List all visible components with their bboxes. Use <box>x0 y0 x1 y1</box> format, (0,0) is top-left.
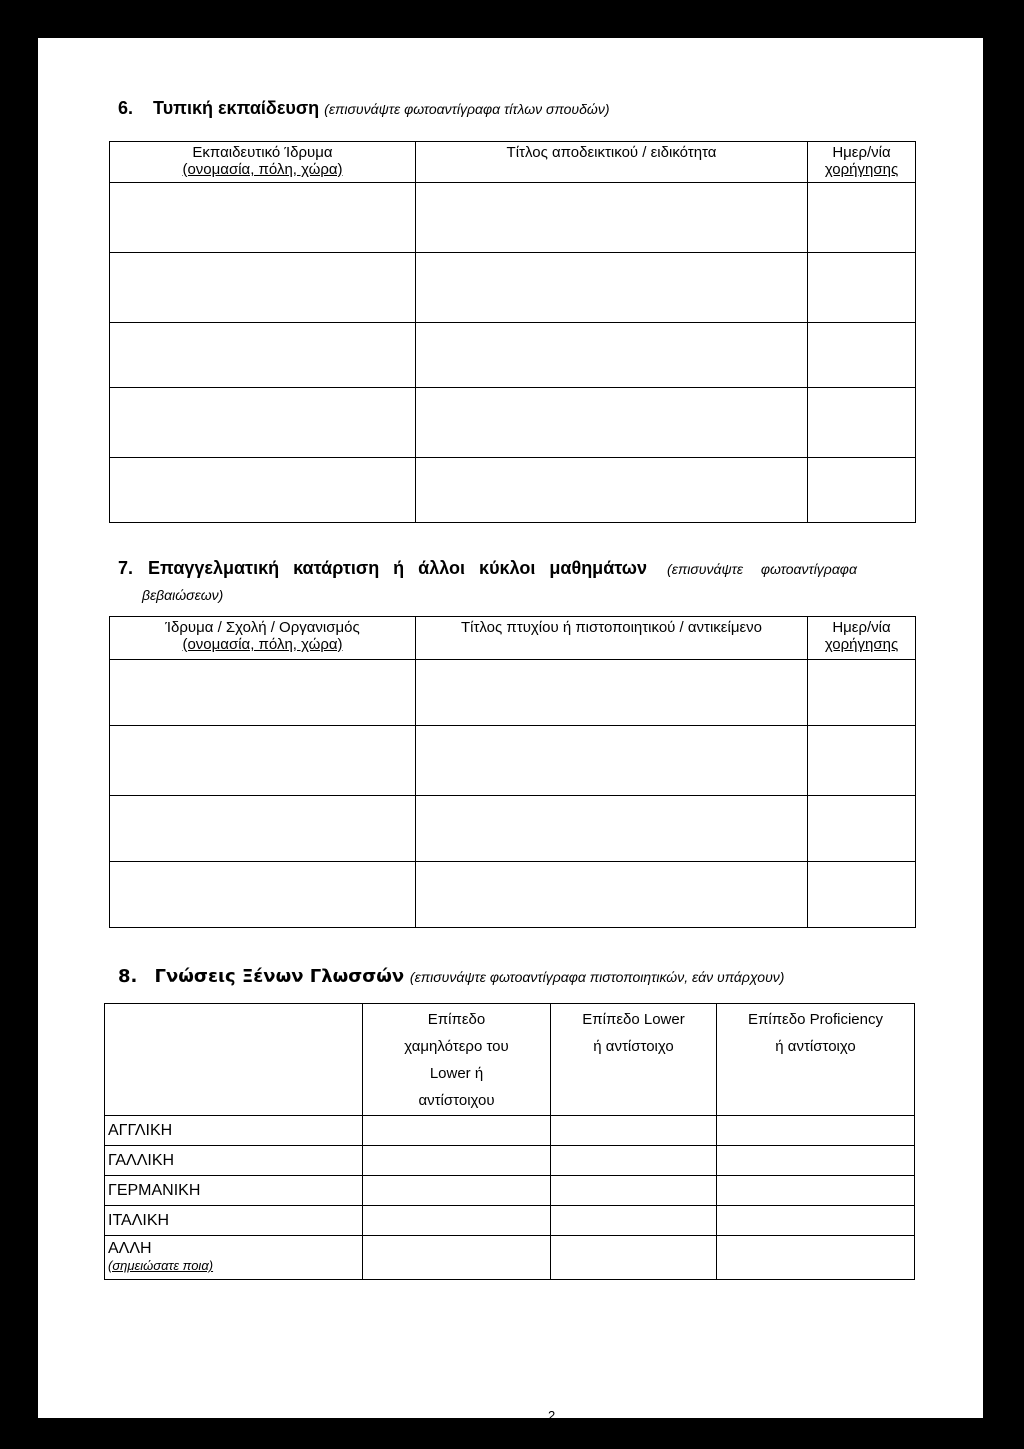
below-lower-cell[interactable] <box>363 1206 551 1236</box>
language-row-other <box>105 1236 915 1280</box>
institution-cell[interactable] <box>110 796 416 862</box>
form-page <box>38 38 983 1423</box>
title-cell[interactable] <box>416 183 808 253</box>
language-name: ΓΑΛΛΙΚΗ <box>105 1146 363 1176</box>
below-lower-cell[interactable] <box>363 1176 551 1206</box>
language-name: ΓΕΡΜΑΝΙΚΗ <box>105 1176 363 1206</box>
other-language-note: (σημειώσατε ποια) <box>108 1258 214 1273</box>
header-line: (ονομασία, πόλη, χώρα) <box>182 636 343 653</box>
header-line: χορήγησης <box>824 636 899 653</box>
language-name-header <box>105 1004 363 1116</box>
lower-cell[interactable] <box>551 1146 717 1176</box>
language-name: ΙΤΑΛΙΚΗ <box>105 1206 363 1236</box>
title-cell[interactable] <box>416 458 808 523</box>
section-6-heading <box>118 98 609 119</box>
lower-cell[interactable] <box>551 1176 717 1206</box>
table-row <box>110 253 916 323</box>
proficiency-cell[interactable] <box>717 1236 915 1280</box>
header-line: Lower ή <box>429 1065 484 1082</box>
table-row <box>110 726 916 796</box>
institution-cell[interactable] <box>110 323 416 388</box>
education-table <box>109 141 916 523</box>
page-number: 2 <box>548 1408 556 1423</box>
section-7-number: 7. <box>118 558 134 578</box>
institution-cell[interactable] <box>110 253 416 323</box>
section-7-note-cont <box>142 584 223 605</box>
title-cell[interactable] <box>416 726 808 796</box>
institution-cell[interactable] <box>110 726 416 796</box>
table-row <box>110 458 916 523</box>
languages-table <box>104 1003 915 1280</box>
lower-cell[interactable] <box>551 1116 717 1146</box>
education-date-header <box>808 142 916 183</box>
header-line: Ημερ/νία <box>832 144 891 161</box>
language-row-english <box>105 1116 915 1146</box>
title-cell[interactable] <box>416 388 808 458</box>
training-table <box>109 616 916 928</box>
below-lower-cell[interactable] <box>363 1116 551 1146</box>
date-cell[interactable] <box>808 726 916 796</box>
title-cell[interactable] <box>416 862 808 928</box>
institution-cell[interactable] <box>110 183 416 253</box>
education-title-header: Τίτλος αποδεικτικού / ειδικότητα <box>416 142 808 183</box>
language-name: ΑΓΓΛΙΚΗ <box>105 1116 363 1146</box>
language-name-other <box>105 1236 363 1280</box>
section-7-title: Επαγγελματική κατάρτιση ή άλλοι κύκλοι μαθημάτων <box>148 558 648 578</box>
proficiency-cell[interactable] <box>717 1176 915 1206</box>
header-line: αντίστοιχου <box>418 1092 495 1109</box>
title-cell[interactable] <box>416 660 808 726</box>
proficiency-cell[interactable] <box>717 1146 915 1176</box>
lower-cell[interactable] <box>551 1236 717 1280</box>
table-row <box>110 388 916 458</box>
language-row-german <box>105 1176 915 1206</box>
education-institution-header <box>110 142 416 183</box>
header-line: χαμηλότερο του <box>404 1038 509 1055</box>
date-cell[interactable] <box>808 862 916 928</box>
section-6-number: 6. <box>118 98 134 118</box>
section-7-heading <box>118 558 857 579</box>
date-cell[interactable] <box>808 323 916 388</box>
level-lower-header <box>551 1004 717 1116</box>
section-6-note: (επισυνάψτε φωτοαντίγραφα τίτλων σπουδών) <box>324 101 610 117</box>
training-institution-header <box>110 617 416 660</box>
header-line: ή αντίστοιχο <box>775 1038 856 1055</box>
date-cell[interactable] <box>808 796 916 862</box>
language-row-italian <box>105 1206 915 1236</box>
training-title-header: Τίτλος πτυχίου ή πιστοποιητικού / αντικείμενο <box>416 617 808 660</box>
title-cell[interactable] <box>416 796 808 862</box>
section-8-title: Γνώσεις Ξένων Γλωσσών <box>154 966 405 987</box>
lower-cell[interactable] <box>551 1206 717 1236</box>
table-row <box>110 323 916 388</box>
section-7-note-line2: βεβαιώσεων) <box>142 587 224 603</box>
table-row <box>110 796 916 862</box>
institution-cell[interactable] <box>110 388 416 458</box>
language-name: ΑΛΛΗ <box>108 1240 152 1257</box>
section-8-number: 8. <box>118 966 138 987</box>
header-line: Επίπεδο Lower <box>582 1011 685 1028</box>
header-line: Ίδρυμα / Σχολή / Οργανισμός <box>165 619 360 636</box>
title-cell[interactable] <box>416 253 808 323</box>
section-6-title: Τυπική εκπαίδευση <box>153 98 320 118</box>
date-cell[interactable] <box>808 183 916 253</box>
institution-cell[interactable] <box>110 458 416 523</box>
table-row <box>110 862 916 928</box>
date-cell[interactable] <box>808 458 916 523</box>
below-lower-cell[interactable] <box>363 1236 551 1280</box>
header-line: ή αντίστοιχο <box>593 1038 674 1055</box>
institution-cell[interactable] <box>110 862 416 928</box>
below-lower-cell[interactable] <box>363 1146 551 1176</box>
level-below-lower-header <box>363 1004 551 1116</box>
section-7-note: (επισυνάψτε φωτοαντίγραφα <box>667 561 857 577</box>
date-cell[interactable] <box>808 660 916 726</box>
proficiency-cell[interactable] <box>717 1206 915 1236</box>
header-line: Επίπεδο Proficiency <box>748 1011 883 1028</box>
language-row-french <box>105 1146 915 1176</box>
proficiency-cell[interactable] <box>717 1116 915 1146</box>
training-date-header <box>808 617 916 660</box>
header-line: χορήγησης <box>824 161 899 178</box>
table-row <box>110 660 916 726</box>
table-row <box>110 183 916 253</box>
date-cell[interactable] <box>808 253 916 323</box>
level-proficiency-header <box>717 1004 915 1116</box>
header-line: Επίπεδο <box>427 1011 486 1028</box>
header-line: Ημερ/νία <box>832 619 891 636</box>
institution-cell[interactable] <box>110 660 416 726</box>
date-cell[interactable] <box>808 388 916 458</box>
section-8-heading <box>118 966 784 987</box>
header-line: Εκπαιδευτικό Ίδρυμα <box>192 144 333 161</box>
section-8-note: (επισυνάψτε φωτοαντίγραφα πιστοποιητικών, εάν υπάρχουν) <box>409 969 785 985</box>
header-line: (ονομασία, πόλη, χώρα) <box>182 161 343 178</box>
title-cell[interactable] <box>416 323 808 388</box>
